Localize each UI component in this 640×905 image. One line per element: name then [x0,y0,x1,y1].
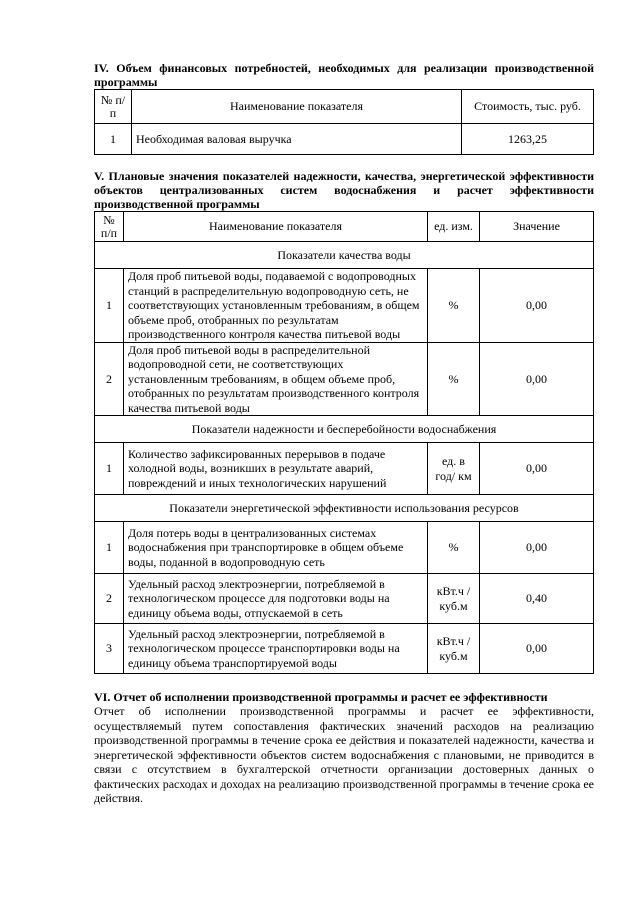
row-value: 0,00 [480,443,594,495]
row-value: 0,00 [480,522,594,574]
table-row [95,624,594,674]
row-unit: % [428,342,480,416]
group-row-reliability [95,416,594,443]
table-row [95,342,594,416]
row-value: 0,00 [480,342,594,416]
col-header-unit: ед. изм. [428,212,480,242]
table-row [95,522,594,574]
row-value: 0,00 [480,624,594,674]
row-name: Удельный расход электроэнергии, потребляемой в технологическом процессе для подготовки воды на единицу объема воды, отпускаемой в сеть [124,574,428,624]
row-no: 2 [95,342,124,416]
section6-text: Отчет об исполнении производственной программы и расчет ее эффективности, осуществляемый путем сопоставления фактических значений расходов на реализацию производственной программы в течение срока ее действия и показателей надежности, качества и энергетической эффективности объектов систем водоснабжения с плановыми, не приводится в связи с отсутствием в бухгалтерской отчетности организации достоверных данных о фактических расходах и доходах на реализацию производственной программы в течение срока ее действия. [94,704,594,805]
row-no: 3 [95,624,124,674]
row-unit: кВт.ч / куб.м [428,574,480,624]
col-header-no: № п/п [95,90,132,124]
table-row [95,574,594,624]
table-row [95,443,594,495]
row-name: Необходимая валовая выручка [132,124,462,155]
table-header-row [95,90,594,124]
group-row-energy [95,495,594,522]
row-unit: % [428,269,480,343]
row-name: Доля потерь воды в централизованных системах водоснабжения при транспортировке в общем объеме воды, поданной в водопроводную сеть [124,522,428,574]
row-name: Доля проб питьевой воды, подаваемой с водопроводных станций в распределительную водопроводную сеть, не соответствующих установленным требованиям, в общем объеме проб, отобранных по результатам производственного контроля качества питьевой воды [124,269,428,343]
col-header-name: Наименование показателя [124,212,428,242]
document-page [94,61,594,806]
row-no: 1 [95,522,124,574]
row-cost: 1263,25 [462,124,594,155]
row-value: 0,40 [480,574,594,624]
row-name: Удельный расход электроэнергии, потребляемой в технологическом процессе транспортировки воды на единицу объема транспортируемой воды [124,624,428,674]
section5-title: V. Плановые значения показателей надежности, качества, энергетической эффективности объектов централизованных систем водоснабжения и расчет эффективности производственной программы [94,169,594,211]
row-no: 2 [95,574,124,624]
section4-title: IV. Объем финансовых потребностей, необходимых для реализации производственной программы [94,61,594,89]
financial-needs-table [94,89,594,155]
group-row-quality [95,242,594,269]
col-header-no: № п/п [95,212,124,242]
row-unit: ед. в год/ км [428,443,480,495]
group-label: Показатели энергетической эффективности использования ресурсов [95,495,594,522]
section6-title: VI. Отчет об исполнении производственной программы и расчет ее эффективности [94,690,548,704]
group-label: Показатели надежности и бесперебойности водоснабжения [95,416,594,443]
col-header-cost: Стоимость, тыс. руб. [462,90,594,124]
row-unit: % [428,522,480,574]
row-no: 1 [95,269,124,343]
row-no: 1 [95,443,124,495]
row-name: Количество зафиксированных перерывов в подаче холодной воды, возникших в результате аварий, повреждений и иных технологических нарушений [124,443,428,495]
group-label: Показатели качества воды [95,242,594,269]
row-name: Доля проб питьевой воды в распределительной водопроводной сети, не соответствующих установленным требованиям, в общем объеме проб, отобранных по результатам производственного контроля качества питьевой воды [124,342,428,416]
col-header-name: Наименование показателя [132,90,462,124]
col-header-value: Значение [480,212,594,242]
row-value: 0,00 [480,269,594,343]
row-unit: кВт.ч / куб.м [428,624,480,674]
row-no: 1 [95,124,132,155]
table-row [95,124,594,155]
table-row [95,269,594,343]
table-header-row [95,212,594,242]
indicators-table [94,211,594,674]
